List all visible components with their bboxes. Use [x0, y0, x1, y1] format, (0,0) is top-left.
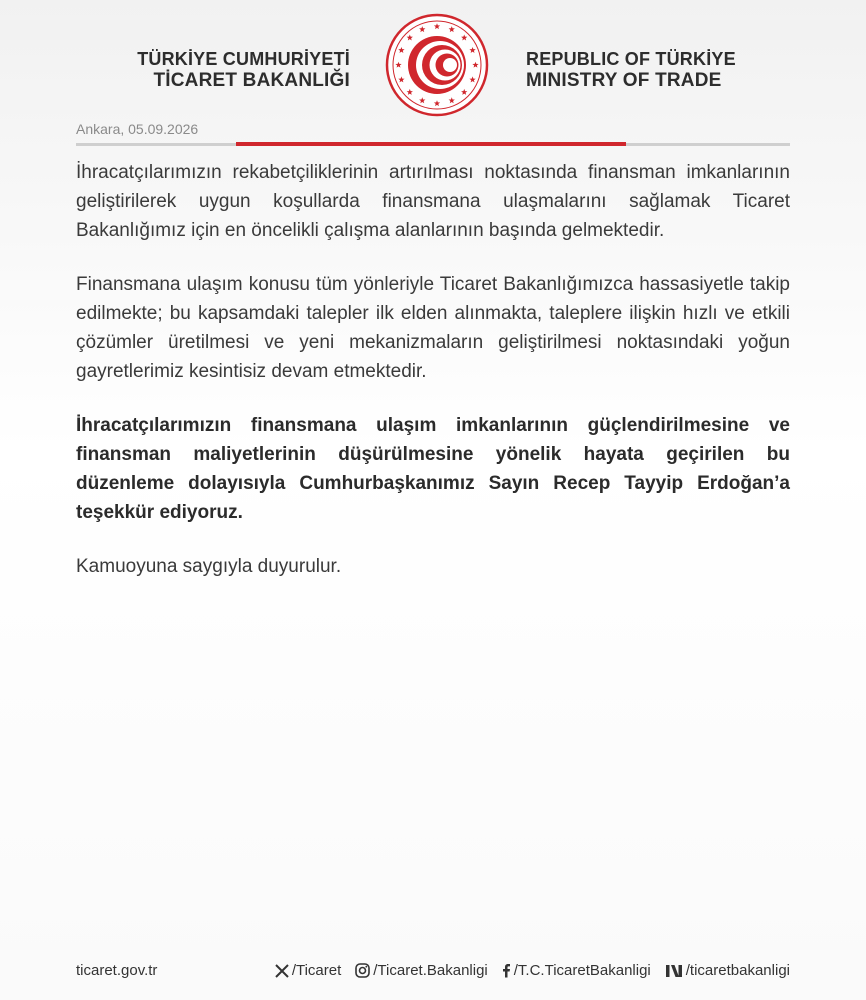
header-right-line2: MINISTRY OF TRADE: [526, 70, 722, 91]
paragraph-3-thanks: İhracatçılarımızın finansmana ulaşım imkanlarının güçlendirilmesine ve finansman maliyetlerinin düşürülmesine yönelik hayata geçirilen bu düzenleme dolayısıyla Cumhurbaşkanımız Sayın Recep Tayyip Erdoğan’a teşekkür ediyoruz.: [76, 415, 790, 523]
facebook-icon: [502, 963, 511, 978]
header-left-line2: TİCARET BAKANLIĞI: [153, 70, 350, 91]
instagram-icon: [355, 963, 370, 978]
ministry-emblem-icon: [385, 13, 489, 117]
social-instagram[interactable]: [355, 962, 488, 979]
letterhead-english: [526, 48, 736, 92]
header-left-line1: TÜRKİYE CUMHURİYETİ: [137, 49, 350, 69]
social-x-handle: /Ticaret: [291, 962, 342, 979]
social-nsosyal-handle: /ticaretbakanligi: [685, 962, 790, 979]
footer: [76, 960, 790, 984]
social-x[interactable]: [275, 962, 341, 979]
x-icon: [275, 964, 289, 978]
paragraph-1: İhracatçılarımızın rekabetçiliklerinin artırılması noktasında finansman imkanlarının geliştirilerek uygun koşullarda finansmana ulaşmalarını sağlamak Ticaret Bakanlığımız için en öncelikli çalışma alanlarının başında gelmektedir.: [76, 162, 790, 241]
social-instagram-handle: /Ticaret.Bakanligi: [373, 962, 488, 979]
website-link[interactable]: ticaret.gov.tr: [76, 962, 158, 979]
closing-line: Kamuoyuna saygıyla duyurulur.: [76, 556, 342, 577]
letterhead: [0, 0, 866, 125]
social-links: [261, 962, 790, 979]
social-facebook[interactable]: [502, 962, 651, 979]
divider-red-accent: [236, 142, 626, 146]
nsosyal-icon: [665, 964, 683, 978]
letterhead-turkish: [137, 48, 350, 92]
social-facebook-handle: /T.C.TicaretBakanligi: [513, 962, 651, 979]
date-line: Ankara, 05.09.2026: [76, 121, 199, 137]
header-right-line1: REPUBLIC OF TÜRKİYE: [526, 49, 736, 69]
paragraph-2: Finansmana ulaşım konusu tüm yönleriyle Ticaret Bakanlığımızca hassasiyetle takip edilmekte; bu kapsamdaki talepler ilk elden alınmakta, taleplere ilişkin hızlı ve etkili çözümler üretilmesi ve yeni mekanizmaların geliştirilmesi noktasındaki yoğun gayretlerimiz kesintisiz devam etmektedir.: [76, 274, 790, 382]
social-nsosyal[interactable]: [665, 962, 790, 979]
press-release-body: [76, 158, 790, 581]
